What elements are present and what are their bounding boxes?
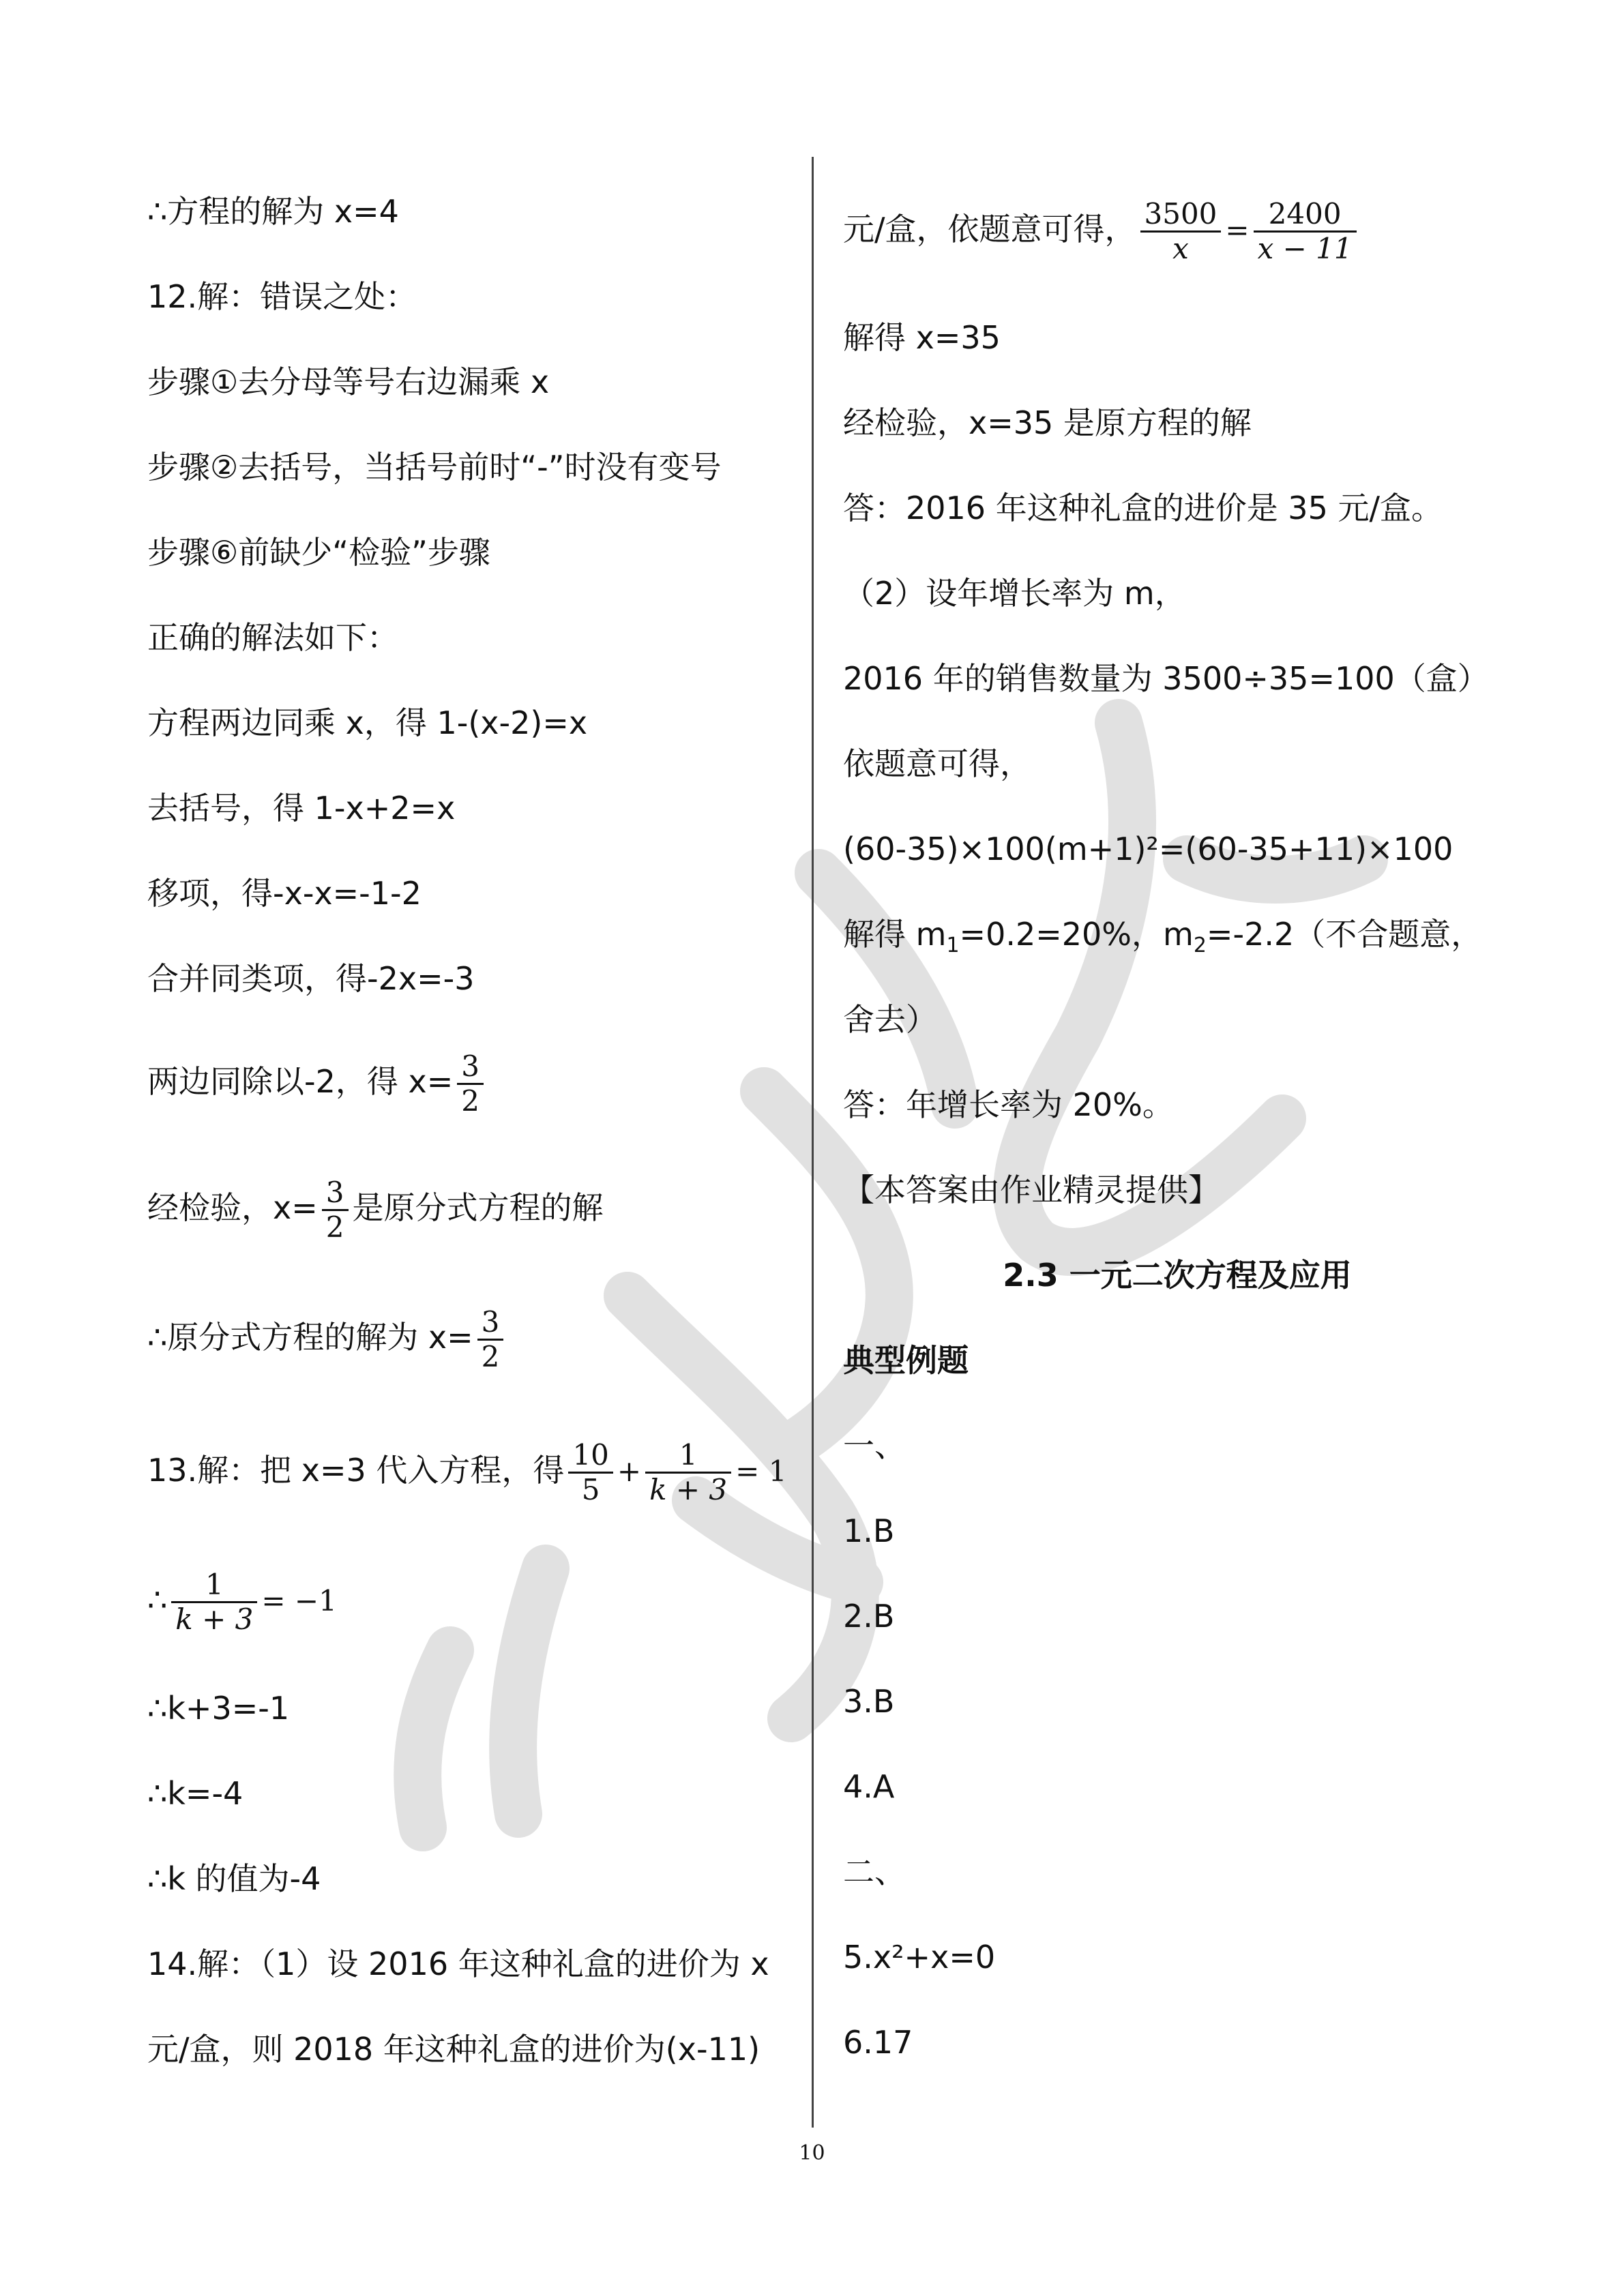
fraction: [1140, 198, 1222, 265]
text-fragment: =-2.2（不合题意，: [1206, 916, 1483, 953]
numerator: 1: [679, 1438, 698, 1472]
text-line: 解得 x=35: [843, 319, 1001, 356]
text-line: 2016 年的销售数量为 3500÷35=100（盒）: [843, 660, 1489, 697]
text-fragment: ∴原分式方程的解为 x=: [147, 1319, 473, 1356]
numerator: 1: [205, 1568, 224, 1601]
subscript: 1: [946, 934, 960, 958]
plus-sign: +: [617, 1455, 642, 1488]
answer-item: 5.x²+x=0: [843, 1939, 996, 1976]
numerator: 3: [325, 1176, 344, 1209]
fraction: [457, 1050, 484, 1118]
text-line: 步骤②去括号，当括号前时“-”时没有变号: [147, 449, 722, 486]
text-line: 14.解：（1）设 2016 年这种礼盒的进价为 x: [147, 1945, 769, 1982]
text-line: （2）设年增长率为 m，: [843, 575, 1186, 612]
fraction: [1254, 198, 1357, 265]
denominator: 2: [461, 1084, 479, 1118]
text-line: 去括号，得 1-x+2=x: [147, 790, 456, 826]
text-line: (60-35)×100(m+1)²=(60-35+11)×100: [843, 831, 1453, 867]
denominator: 2: [481, 1340, 500, 1373]
equals-part: = −1: [261, 1584, 337, 1617]
column-divider: [812, 157, 814, 2128]
text-line: 正确的解法如下：: [147, 619, 398, 656]
page-number: 10: [799, 2141, 825, 2165]
numerator: 2400: [1268, 197, 1342, 230]
answer-item: 1.B: [843, 1512, 895, 1549]
text-line: ∴方程的解为 x=4: [147, 193, 399, 230]
text-line: 12.解：错误之处：: [147, 278, 417, 315]
fraction: [171, 1568, 257, 1636]
text-line: 移项，得-x-x=-1-2: [147, 875, 422, 912]
text-fragment: 两边同除以-2，得 x=: [147, 1063, 454, 1100]
denominator: k + 3: [649, 1473, 728, 1506]
equation-line: [147, 1050, 488, 1118]
text-fragment: ∴: [147, 1581, 168, 1618]
answer-item: 3.B: [843, 1683, 895, 1720]
text-line: 二、: [843, 1853, 906, 1890]
denominator: 2: [325, 1210, 344, 1244]
numerator: 3500: [1144, 197, 1217, 230]
equals-sign: =: [1225, 213, 1250, 247]
answer-item: 6.17: [843, 2024, 913, 2061]
text-line: 合并同类项，得-2x=-3: [147, 960, 475, 997]
text-line: ∴k+3=-1: [147, 1690, 290, 1727]
equation-line: [147, 1176, 604, 1244]
equation-line: [843, 198, 1361, 265]
text-fragment: 元/盒，依题意可得，: [843, 211, 1136, 248]
subscript: 2: [1193, 934, 1207, 958]
denominator: x − 11: [1257, 232, 1353, 265]
denominator: k + 3: [175, 1602, 254, 1636]
text-line: 依题意可得，: [843, 745, 1031, 782]
text-line: 方程两边同乘 x，得 1-(x-2)=x: [147, 704, 588, 741]
fraction: [568, 1439, 612, 1506]
text-fragment: 解得 m: [843, 916, 947, 953]
denominator: x: [1172, 232, 1189, 265]
text-line: 步骤⑥前缺少“检验”步骤: [147, 534, 490, 571]
text-line: ∴k=-4: [147, 1775, 243, 1812]
fraction: [477, 1306, 504, 1373]
equation-line: [843, 914, 1482, 966]
numerator: 3: [481, 1305, 500, 1339]
text-line: ∴k 的值为-4: [147, 1860, 321, 1897]
answer-item: 4.A: [843, 1768, 895, 1805]
text-line: 步骤①去分母等号右边漏乘 x: [147, 363, 550, 400]
text-line: 经检验，x=35 是原方程的解: [843, 404, 1252, 441]
text-line: 答：年增长率为 20%。: [843, 1086, 1174, 1123]
numerator: 10: [572, 1438, 609, 1472]
equation-line: [147, 1568, 337, 1636]
fraction: [322, 1176, 349, 1244]
text-line: 【本答案由作业精灵提供】: [843, 1172, 1220, 1208]
text-fragment: 经检验，x=: [147, 1189, 318, 1226]
text-fragment: 13.解：把 x=3 代入方程，得: [147, 1452, 565, 1489]
text-line: 元/盒，则 2018 年这种礼盒的进价为(x-11): [147, 2031, 761, 2068]
text-line: 舍去）: [843, 1001, 937, 1038]
text-line: 一、: [843, 1427, 906, 1464]
text-fragment: 是原分式方程的解: [352, 1189, 604, 1226]
fraction: [645, 1439, 731, 1506]
answer-item: 2.B: [843, 1598, 895, 1635]
text-line: 答：2016 年这种礼盒的进价是 35 元/盒。: [843, 490, 1443, 526]
section-title: 2.3 一元二次方程及应用: [1003, 1257, 1352, 1294]
equation-line: [147, 1306, 507, 1373]
numerator: 3: [461, 1049, 479, 1083]
equation-line: [147, 1439, 786, 1506]
denominator: 5: [581, 1473, 600, 1506]
equals-part: = 1: [735, 1455, 787, 1488]
section-heading: 典型例题: [843, 1342, 969, 1379]
text-fragment: =0.2=20%，m: [959, 916, 1194, 953]
